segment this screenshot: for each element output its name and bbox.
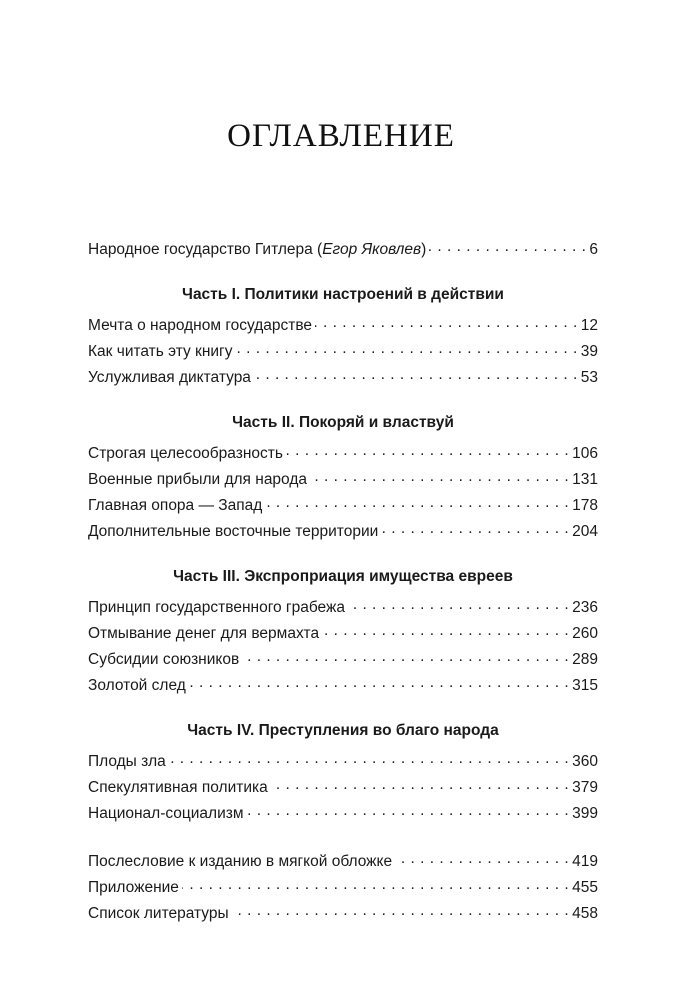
dot-leader bbox=[271, 776, 569, 792]
toc-entry-page: 131 bbox=[572, 470, 598, 488]
toc-entry-label: Субсидии союзников bbox=[88, 650, 240, 668]
part-heading-2: Часть II. Покоряй и властвуй bbox=[232, 414, 454, 431]
toc-entry-page: 6 bbox=[589, 240, 598, 258]
toc-entry[interactable] bbox=[88, 596, 598, 622]
toc-entry-page: 455 bbox=[572, 878, 598, 896]
toc-entry-label: Золотой след bbox=[88, 676, 186, 694]
dot-leader bbox=[254, 366, 578, 382]
toc-entry-page: 360 bbox=[572, 752, 598, 770]
toc-entry-page: 39 bbox=[580, 342, 598, 360]
toc-entry-label: Отмывание денег для вермахта bbox=[88, 624, 320, 642]
toc-entry-back-matter[interactable] bbox=[88, 902, 598, 928]
toc-entry[interactable] bbox=[88, 674, 598, 700]
toc-entry-label: Мечта о народном государстве bbox=[88, 316, 313, 334]
toc-entry[interactable] bbox=[88, 494, 598, 520]
toc-entry-page: 106 bbox=[572, 444, 598, 462]
toc-entry[interactable] bbox=[88, 750, 598, 776]
part-heading-3: Часть III. Экспроприация имущества евреев bbox=[173, 568, 513, 585]
toc-entry[interactable] bbox=[88, 442, 598, 468]
page-title: ОГЛАВЛЕНИЕ bbox=[227, 118, 455, 154]
toc-entry-page: 399 bbox=[572, 804, 598, 822]
toc-entry-page: 236 bbox=[572, 598, 598, 616]
dot-leader bbox=[169, 750, 569, 766]
toc-entry-page: 379 bbox=[572, 778, 598, 796]
dot-leader bbox=[395, 850, 569, 866]
part-heading-1: Часть I. Политики настроений в действии bbox=[182, 286, 504, 303]
toc-entry[interactable] bbox=[88, 802, 598, 828]
dot-leader bbox=[348, 596, 569, 612]
toc-entry-author: Егор Яковлев bbox=[322, 240, 422, 258]
toc-entry-label: Как читать эту книгу bbox=[88, 342, 233, 360]
dot-leader bbox=[286, 442, 569, 458]
toc-entry-label: Военные прибыли для народа bbox=[88, 470, 307, 488]
toc-entry-page: 289 bbox=[572, 650, 598, 668]
toc-entry-intro[interactable] bbox=[88, 238, 598, 264]
dot-leader bbox=[381, 520, 569, 536]
toc-entry[interactable] bbox=[88, 648, 598, 674]
dot-leader bbox=[235, 340, 577, 356]
dot-leader bbox=[310, 468, 569, 484]
toc-entry-page: 419 bbox=[572, 852, 598, 870]
toc-entry[interactable] bbox=[88, 520, 598, 546]
dot-leader bbox=[322, 622, 569, 638]
section-gap bbox=[88, 828, 598, 850]
toc-entry-label: Строгая целесообразность bbox=[88, 444, 283, 462]
part-heading-4: Часть IV. Преступления во благо народа bbox=[187, 722, 499, 739]
toc-entry[interactable] bbox=[88, 314, 598, 340]
dot-leader bbox=[189, 674, 569, 690]
toc-entry-label: Принцип государственного грабежа bbox=[88, 598, 345, 616]
dot-leader bbox=[265, 494, 569, 510]
toc-entry-back-matter[interactable] bbox=[88, 850, 598, 876]
toc-entry-label: Дополнительные восточные территории bbox=[88, 522, 379, 540]
toc-entry-page: 315 bbox=[572, 676, 598, 694]
toc-entry[interactable] bbox=[88, 366, 598, 392]
table-of-contents bbox=[88, 238, 598, 928]
dot-leader bbox=[182, 876, 569, 892]
toc-entry-page: 458 bbox=[572, 904, 598, 922]
dot-leader bbox=[315, 314, 578, 330]
dot-leader bbox=[247, 802, 570, 818]
dot-leader bbox=[242, 648, 569, 664]
dot-leader bbox=[429, 238, 586, 254]
toc-entry-page: 53 bbox=[580, 368, 598, 386]
toc-entry-label: Народное государство Гитлера (Егор Яковлев) bbox=[88, 240, 427, 258]
toc-entry-page: 260 bbox=[572, 624, 598, 642]
toc-entry-label: Приложение bbox=[88, 878, 179, 896]
toc-entry[interactable] bbox=[88, 468, 598, 494]
toc-entry-label: Национал-социализм bbox=[88, 804, 244, 822]
toc-entry-label: Плоды зла bbox=[88, 752, 166, 770]
toc-entry-page: 178 bbox=[572, 496, 598, 514]
toc-entry[interactable] bbox=[88, 776, 598, 802]
toc-entry[interactable] bbox=[88, 340, 598, 366]
toc-entry-page: 204 bbox=[572, 522, 598, 540]
toc-entry-label: Главная опора — Запад bbox=[88, 496, 263, 514]
toc-entry-back-matter[interactable] bbox=[88, 876, 598, 902]
toc-entry-label: Спекулятивная политика bbox=[88, 778, 268, 796]
toc-entry-label: Послесловие к изданию в мягкой обложке bbox=[88, 852, 393, 870]
toc-entry-page: 12 bbox=[580, 316, 598, 334]
toc-entry-label: Услужливая диктатура bbox=[88, 368, 251, 386]
toc-entry-label: Список литературы bbox=[88, 904, 229, 922]
dot-leader bbox=[232, 902, 569, 918]
toc-entry[interactable] bbox=[88, 622, 598, 648]
